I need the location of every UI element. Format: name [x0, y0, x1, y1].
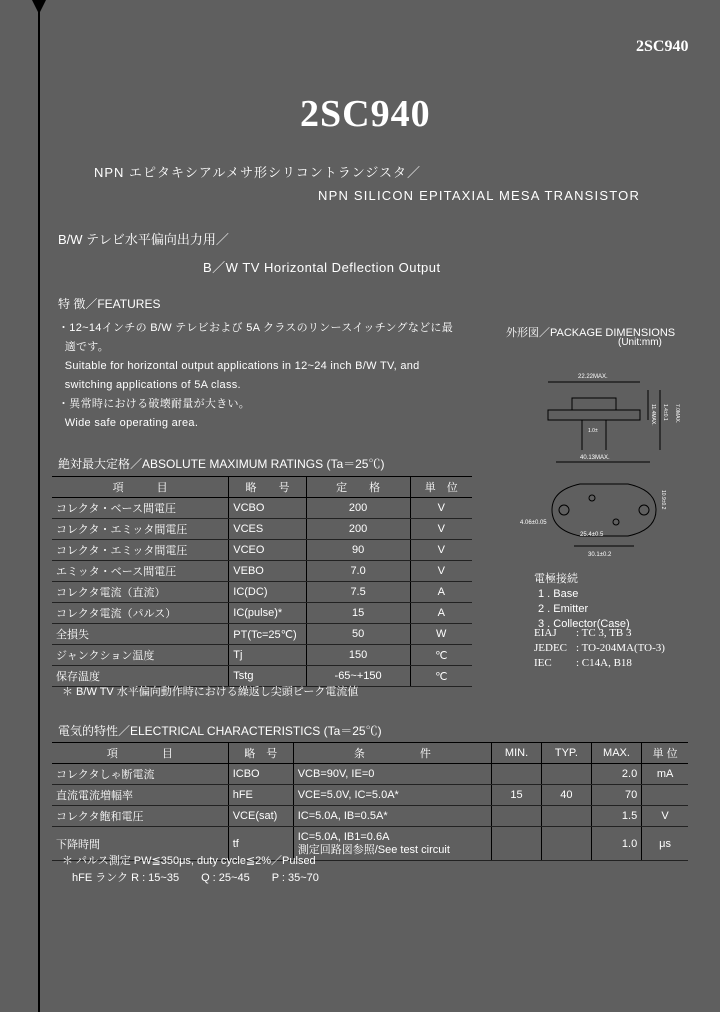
max: 1.5: [591, 806, 641, 827]
unit: mA: [642, 764, 688, 785]
unit: A: [410, 582, 472, 603]
col-unit: 単 位: [642, 743, 688, 764]
application-en: B／W TV Horizontal Deflection Output: [203, 260, 441, 275]
col-symbol: 略 号: [228, 743, 293, 764]
standard-value: : TO-204MA(TO-3): [576, 642, 665, 654]
features-heading: 特 徴／FEATURES: [58, 297, 161, 311]
standard-org: EIAJ: [534, 627, 557, 639]
package-side-cap: [572, 398, 616, 410]
unit: V: [410, 519, 472, 540]
table-row: [52, 582, 472, 603]
col-typ: TYP.: [541, 743, 591, 764]
feature-line: 適です。: [58, 341, 110, 353]
table-row: [52, 561, 472, 582]
table-row: [52, 519, 472, 540]
dim-label: 4.06±0.05: [520, 520, 547, 526]
standard-value: : C14A, B18: [576, 657, 632, 669]
abs-max-heading: 絶対最大定格／ABSOLUTE MAXIMUM RATINGS (Ta＝25℃): [58, 457, 385, 471]
pin-item: 3 . Collector(Case): [538, 618, 630, 630]
table-row: [52, 645, 472, 666]
dim-label: 10.9±0.2: [660, 490, 666, 510]
max: 2.0: [591, 764, 641, 785]
item: コレクタ・エミッタ間電圧: [52, 540, 229, 561]
item: コレクタ電流（直流）: [52, 582, 229, 603]
condition: VCE=5.0V, IC=5.0A*: [293, 785, 491, 806]
item: コレクタしゃ断電流: [52, 764, 228, 785]
table-row: [52, 540, 472, 561]
unit: μs: [642, 827, 688, 861]
typ: [541, 827, 591, 861]
unit: V: [642, 806, 688, 827]
dim-label: 40.13MAX.: [580, 455, 610, 461]
dim-label: 7.0MAX.: [674, 404, 680, 424]
package-unit: (Unit:mm): [618, 337, 662, 348]
item: エミッタ・ベース間電圧: [52, 561, 229, 582]
symbol: VCBO: [229, 498, 306, 519]
pin-item: 2 . Emitter: [538, 603, 589, 615]
symbol: ICBO: [228, 764, 293, 785]
pin-2: [613, 519, 619, 525]
standard-row: [534, 641, 665, 656]
table-row: [52, 624, 472, 645]
table-row: [52, 785, 688, 806]
features-list: [58, 319, 498, 433]
table-row: [52, 603, 472, 624]
min: [492, 827, 542, 861]
typ: [541, 764, 591, 785]
max: 70: [591, 785, 641, 806]
application-jp: B/W テレビ水平偏向出力用／: [58, 232, 229, 247]
standard-row: [534, 626, 665, 641]
package-side-base: [548, 410, 640, 420]
col-item: 項 目: [52, 743, 228, 764]
item: 保存温度: [52, 666, 229, 687]
symbol: VCE(sat): [228, 806, 293, 827]
package-title: 外形図／PACKAGE DIMENSIONS: [506, 327, 676, 339]
condition-cell: [293, 827, 491, 861]
electrical-heading: 電気的特性／ELECTRICAL CHARACTERISTICS (Ta＝25℃): [58, 724, 382, 738]
dim-label: 22.22MAX.: [578, 374, 608, 380]
rating: 90: [306, 540, 410, 561]
condition: IC=5.0A, IB1=0.6A: [297, 830, 390, 843]
standard-org: IEC: [534, 657, 552, 669]
symbol: Tstg: [229, 666, 306, 687]
col-max: MAX.: [591, 743, 641, 764]
standard-row: [534, 656, 665, 671]
standard-value: : TC 3, TB 3: [576, 627, 632, 639]
symbol: IC(pulse)*: [229, 603, 306, 624]
col-symbol: 略 号: [229, 477, 306, 498]
col-item: 項 目: [52, 477, 229, 498]
table-row: [52, 806, 688, 827]
electrical-footnote-pulsed: ＊ パルス測定 PW≦350μs, duty cycle≦2%／Pulsed: [62, 855, 316, 867]
max: 1.0: [591, 827, 641, 861]
col-rating: 定 格: [306, 477, 410, 498]
package-drawing: [520, 360, 700, 560]
item: ジャンクション温度: [52, 645, 229, 666]
symbol: hFE: [228, 785, 293, 806]
min: [492, 806, 542, 827]
col-min: MIN.: [492, 743, 542, 764]
min: [492, 764, 542, 785]
symbol: VCES: [229, 519, 306, 540]
unit: V: [410, 540, 472, 561]
rating: 200: [306, 519, 410, 540]
col-unit: 単 位: [410, 477, 472, 498]
electrical-table: [52, 742, 688, 861]
rating: 200: [306, 498, 410, 519]
unit: A: [410, 603, 472, 624]
rating: -65~+150: [306, 666, 410, 687]
mounting-hole: [559, 505, 569, 515]
col-condition: 条 件: [293, 743, 491, 764]
dim-label: 11.4MAX.: [650, 404, 656, 426]
unit: W: [410, 624, 472, 645]
dim-label: 25.4±0.5: [580, 532, 604, 538]
rating: 7.5: [306, 582, 410, 603]
electrical-footnote-hfe-rank: hFE ランク R : 15~35 Q : 25~45 P : 35~70: [72, 872, 319, 884]
scan-edge-line: [38, 0, 40, 1012]
feature-line: Wide safe operating area.: [58, 417, 199, 429]
feature-line: Suitable for horizontal output applications in 12~24 inch B/W TV, and: [58, 360, 420, 372]
rating: 15: [306, 603, 410, 624]
symbol: VEBO: [229, 561, 306, 582]
abs-max-table: [52, 476, 472, 687]
feature-line: ・異常時における破壊耐量が大きい。: [58, 398, 251, 410]
item: 下降時間: [52, 827, 228, 861]
table-row: [52, 764, 688, 785]
typ: [541, 806, 591, 827]
feature-line: ・12~14インチの B/W テレビおよび 5A クラスのリンースイッチングなどに最: [58, 322, 454, 334]
item: コレクタ飽和電圧: [52, 806, 228, 827]
unit: ℃: [410, 666, 472, 687]
package-bottom-outline: [552, 484, 656, 536]
pin-item: 1 . Base: [538, 588, 579, 600]
package-pin-list: [534, 572, 630, 632]
item: 全損失: [52, 624, 229, 645]
dim-label: 30.1±0.2: [588, 552, 612, 558]
symbol: Tj: [229, 645, 306, 666]
item: 直流電流増幅率: [52, 785, 228, 806]
condition: VCB=90V, IE=0: [293, 764, 491, 785]
unit: V: [410, 561, 472, 582]
item: コレクタ電流（パルス）: [52, 603, 229, 624]
page-title: 2SC940: [300, 93, 431, 135]
abs-max-footnote: ＊ B/W TV 水平偏向動作時における繰返し尖頭ピーク電流値: [62, 686, 359, 698]
symbol: IC(DC): [229, 582, 306, 603]
rating: 50: [306, 624, 410, 645]
rating: 7.0: [306, 561, 410, 582]
table-row: [52, 498, 472, 519]
symbol: tf: [228, 827, 293, 861]
package-standards: [534, 626, 665, 671]
abs-max-header-row: [52, 477, 472, 498]
dim-label: 1.0±: [588, 428, 598, 434]
condition-note: 測定回路図参照/See test circuit: [297, 843, 450, 856]
mounting-hole: [639, 505, 649, 515]
unit: ℃: [410, 645, 472, 666]
subtitle-jp: NPN エピタキシアルメサ形シリコントランジスタ／: [94, 165, 422, 180]
rating: 150: [306, 645, 410, 666]
standard-org: JEDEC: [534, 642, 567, 654]
min: 15: [492, 785, 542, 806]
unit: [642, 785, 688, 806]
typ: 40: [541, 785, 591, 806]
symbol: VCEO: [229, 540, 306, 561]
subtitle-en: NPN SILICON EPITAXIAL MESA TRANSISTOR: [318, 188, 641, 203]
symbol: PT(Tc=25℃): [229, 624, 306, 645]
feature-line: switching applications of 5A class.: [58, 379, 241, 391]
condition: IC=5.0A, IB=0.5A*: [293, 806, 491, 827]
electrical-header-row: [52, 743, 688, 764]
unit: V: [410, 498, 472, 519]
scan-edge-mark: [32, 0, 46, 14]
pin-1: [589, 495, 595, 501]
dim-label: 1.4±0.1: [662, 404, 668, 421]
item: コレクタ・エミッタ間電圧: [52, 519, 229, 540]
pins-heading: 電極接続: [534, 573, 578, 585]
item: コレクタ・ベース間電圧: [52, 498, 229, 519]
header-part-number: 2SC940: [636, 38, 689, 55]
